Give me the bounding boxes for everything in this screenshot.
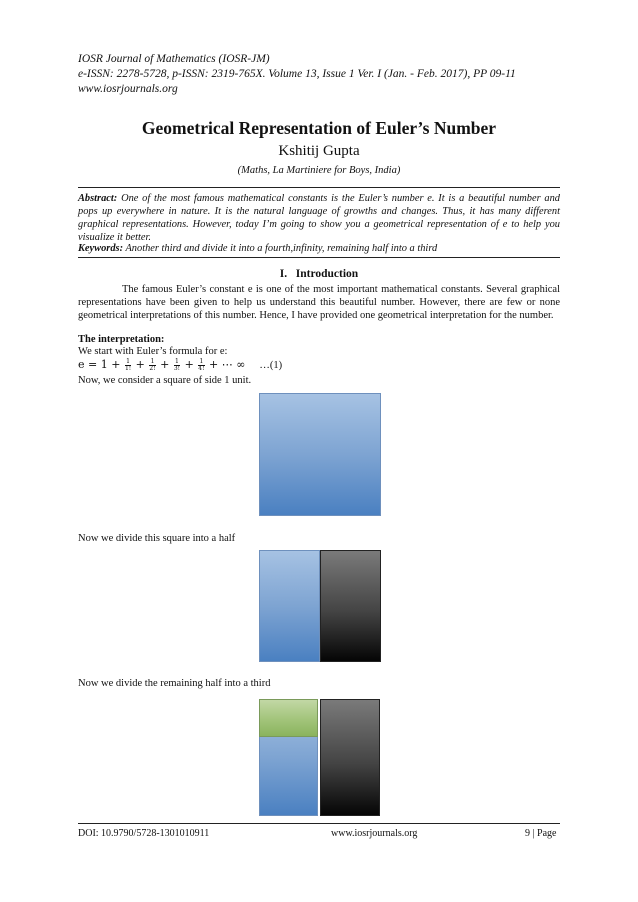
abstract-text: One of the most famous mathematical constants is the Euler’s number e. It is a beautiful number and pops up everywhere in nature. It is the natural language of growths and changes. Thus, it has many different graphical representations. However, today I’m going to show you a geometrical representation of e to help you visualize it better. xyxy=(78,193,560,243)
footer-doi: DOI: 10.9790/5728-1301010911 xyxy=(78,828,210,839)
plus-sign: + xyxy=(160,358,170,371)
keywords-label: Keywords: xyxy=(78,243,124,254)
abstract-label: Abstract: xyxy=(78,193,118,204)
journal-name: IOSR Journal of Mathematics (IOSR-JM) xyxy=(78,53,270,65)
formula-term-1: $\frac{1}{1!}$ xyxy=(124,357,132,372)
half-dark-figure xyxy=(320,550,381,662)
third-green-figure xyxy=(259,699,318,737)
footer-page: 9 | Page xyxy=(525,828,557,839)
formula-intro: We start with Euler’s formula for e: xyxy=(78,346,228,357)
formula-term-2: $\frac{1}{2!}$ xyxy=(149,357,156,372)
formula-lhs: e = 1 + xyxy=(78,358,121,371)
footer-rule xyxy=(78,823,560,824)
section-title: Introduction xyxy=(295,268,359,280)
journal-website: www.iosrjournals.org xyxy=(78,83,178,95)
author-name: Kshitij Gupta xyxy=(278,143,360,159)
intro-paragraph: The famous Euler’s constant e is one of the most important mathematical constants. Several graphical representations have been given to help us understand this beautiful number. However, there are few or none geometrical interpretations of this number. Hence, I have provided one geometrical interpretation for the number. xyxy=(78,284,560,322)
third-dark-figure xyxy=(320,699,380,816)
equation-number: …(1) xyxy=(259,360,283,371)
author-affiliation: (Maths, La Martiniere for Boys, India) xyxy=(237,165,401,176)
formula-term-3: $\frac{1}{3!}$ xyxy=(173,357,181,372)
abstract-top-rule xyxy=(78,187,560,188)
unit-square-figure xyxy=(259,393,381,516)
keywords-text: Another third and divide it into a fourth,infinity, remaining half into a third xyxy=(125,243,438,254)
step-square-text: Now, we consider a square of side 1 unit. xyxy=(78,375,252,386)
paper-title: Geometrical Representation of Euler’s Number xyxy=(141,118,497,138)
step-half-text: Now we divide this square into a half xyxy=(78,533,236,544)
formula-tail: + ⋯ ∞ xyxy=(209,358,246,371)
formula-term-4: $\frac{1}{4!}$ xyxy=(198,357,205,372)
footer-website: www.iosrjournals.org xyxy=(331,828,418,839)
keywords xyxy=(78,243,560,254)
abstract xyxy=(78,192,560,244)
step-third-text: Now we divide the remaining half into a third xyxy=(78,678,271,689)
section-heading xyxy=(0,268,638,280)
half-blue-figure xyxy=(259,550,320,662)
plus-sign: + xyxy=(135,358,145,371)
euler-formula xyxy=(78,358,282,372)
section-number: I. xyxy=(279,268,288,280)
issn-line: e-ISSN: 2278-5728, p-ISSN: 2319-765X. Volume 13, Issue 1 Ver. I (Jan. - Feb. 2017), PP 09-11 xyxy=(78,68,516,80)
abstract-bottom-rule xyxy=(78,257,560,258)
interpretation-heading: The interpretation: xyxy=(78,334,165,345)
plus-sign: + xyxy=(184,358,194,371)
